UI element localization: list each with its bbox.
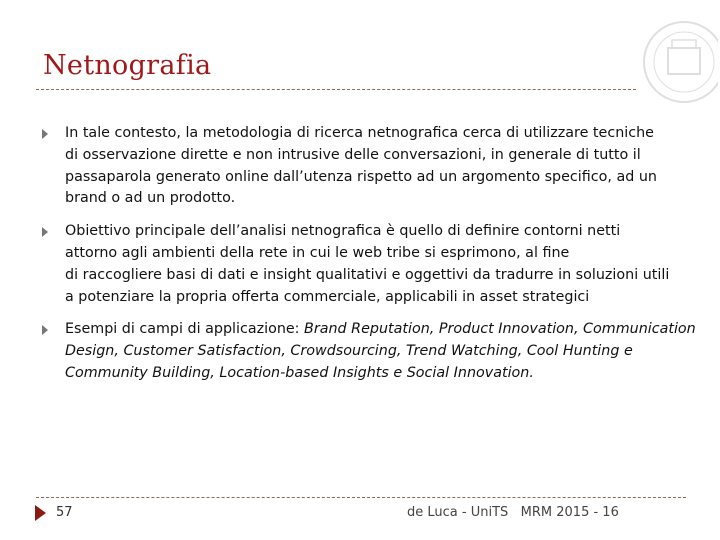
footer-text: de Luca - UniTS MRM 2015 - 16 xyxy=(407,505,619,520)
bullet-text-line xyxy=(65,319,696,341)
page-number: 57 xyxy=(56,505,73,520)
bullet-text-line: passaparola generato online dall’utenza rispetto ad un argomento specifico, ad un xyxy=(65,168,657,185)
bullet-text-line: brand o ad un prodotto. xyxy=(65,190,236,207)
bullet-list xyxy=(42,123,696,396)
bullet-text-line: di osservazione dirette e non intrusive delle conversazioni, in generale di tutto il xyxy=(65,146,641,163)
bullet-arrow-icon xyxy=(42,227,48,237)
bullet-text-line: In tale contesto, la metodologia di ricerca netnografica cerca di utilizzare tecniche xyxy=(65,125,654,141)
bullet-text-line: di raccogliere basi di dati e insight qualitativi e oggettivi da tradurre in soluzioni utili xyxy=(65,266,670,283)
bullet-item xyxy=(42,123,692,210)
bullet-examples: Brand Reputation, Product Innovation, Communication xyxy=(304,321,696,338)
bullet-text-line: Obiettivo principale dell’analisi netnografica è quello di definire contorni netti xyxy=(65,223,621,240)
title-divider xyxy=(36,89,636,90)
bullet-text-line: Community Building, Location-based Insights e Social Innovation. xyxy=(65,364,534,381)
bullet-arrow-icon xyxy=(42,129,48,139)
bullet-text-line: attorno agli ambienti della rete in cui le web tribe si esprimono, al fine xyxy=(65,244,570,261)
bullet-arrow-icon xyxy=(42,325,48,335)
bullet-text-line: a potenziare la propria offerta commerciale, applicabili in asset strategici xyxy=(65,288,590,305)
bullet-item xyxy=(42,319,696,384)
bullet-item xyxy=(42,221,692,308)
bullet-intro: Esempi di campi di applicazione: xyxy=(65,321,305,338)
footer-arrow-icon xyxy=(35,505,46,521)
university-seal-watermark xyxy=(636,10,718,110)
bullet-text-line: Design, Customer Satisfaction, Crowdsourcing, Trend Watching, Cool Hunting e xyxy=(65,343,633,360)
slide-title: Netnografia xyxy=(43,50,212,81)
footer-divider xyxy=(36,497,686,498)
